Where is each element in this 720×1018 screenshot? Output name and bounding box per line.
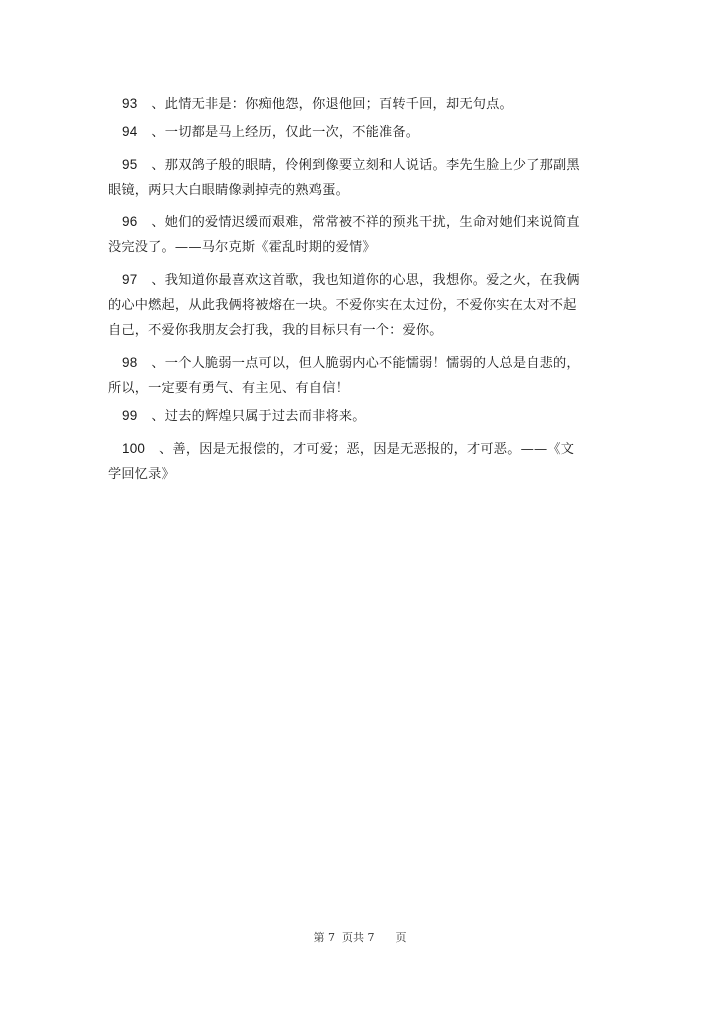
entry-99	[108, 403, 584, 429]
entry-number: 95	[122, 157, 138, 172]
entry-text: 、她们的爱情迟缓而艰难，常常被不祥的预兆干扰，生命对她们来说简直没完没了。——马尔克斯《霍乱时期的爱情》	[108, 215, 580, 255]
entry-text: 、过去的辉煌只属于过去而非将来。	[151, 409, 366, 424]
entry-text: 、一切都是马上经历，仅此一次，不能准备。	[151, 125, 420, 140]
entry-98	[108, 350, 584, 401]
page-number-text: 第 7 页共 7 页	[313, 931, 407, 944]
entry-96	[108, 209, 584, 260]
entry-text: 、我知道你最喜欢这首歌，我也知道你的心思，我想你。爱之火，在我俩的心中燃起，从此我俩将被熔在一块。不爱你实在太过份，不爱你实在太对不起自己，不爱你我朋友会打我，我的目标只有一个：爱你。	[108, 273, 580, 338]
entry-number: 98	[122, 355, 138, 370]
entry-94	[108, 119, 584, 145]
entry-number: 97	[122, 272, 138, 287]
entry-text: 、善，因是无报偿的，才可爱；恶，因是无恶报的，才可恶。——《文学回忆录》	[108, 442, 575, 482]
entry-number: 93	[122, 96, 138, 111]
entry-number: 99	[122, 408, 138, 423]
entry-93	[108, 91, 584, 117]
entry-100	[108, 436, 584, 487]
page-footer	[0, 929, 720, 945]
entry-97	[108, 267, 584, 343]
entry-text: 、那双鸽子般的眼睛，伶俐到像要立刻和人说话。李先生脸上少了那副黑眼镜，两只大白眼睛像剥掉壳的熟鸡蛋。	[108, 158, 580, 198]
entry-number: 96	[122, 214, 138, 229]
entry-95	[108, 152, 584, 203]
entry-text: 、一个人脆弱一点可以，但人脆弱内心不能懦弱！懦弱的人总是自悲的，所以，一定要有勇气、有主见、有自信！	[108, 356, 580, 396]
entry-number: 94	[122, 124, 138, 139]
entry-text: 、此情无非是：你痴他怨，你退他回；百转千回，却无句点。	[151, 97, 513, 112]
entry-number: 100	[122, 441, 146, 456]
